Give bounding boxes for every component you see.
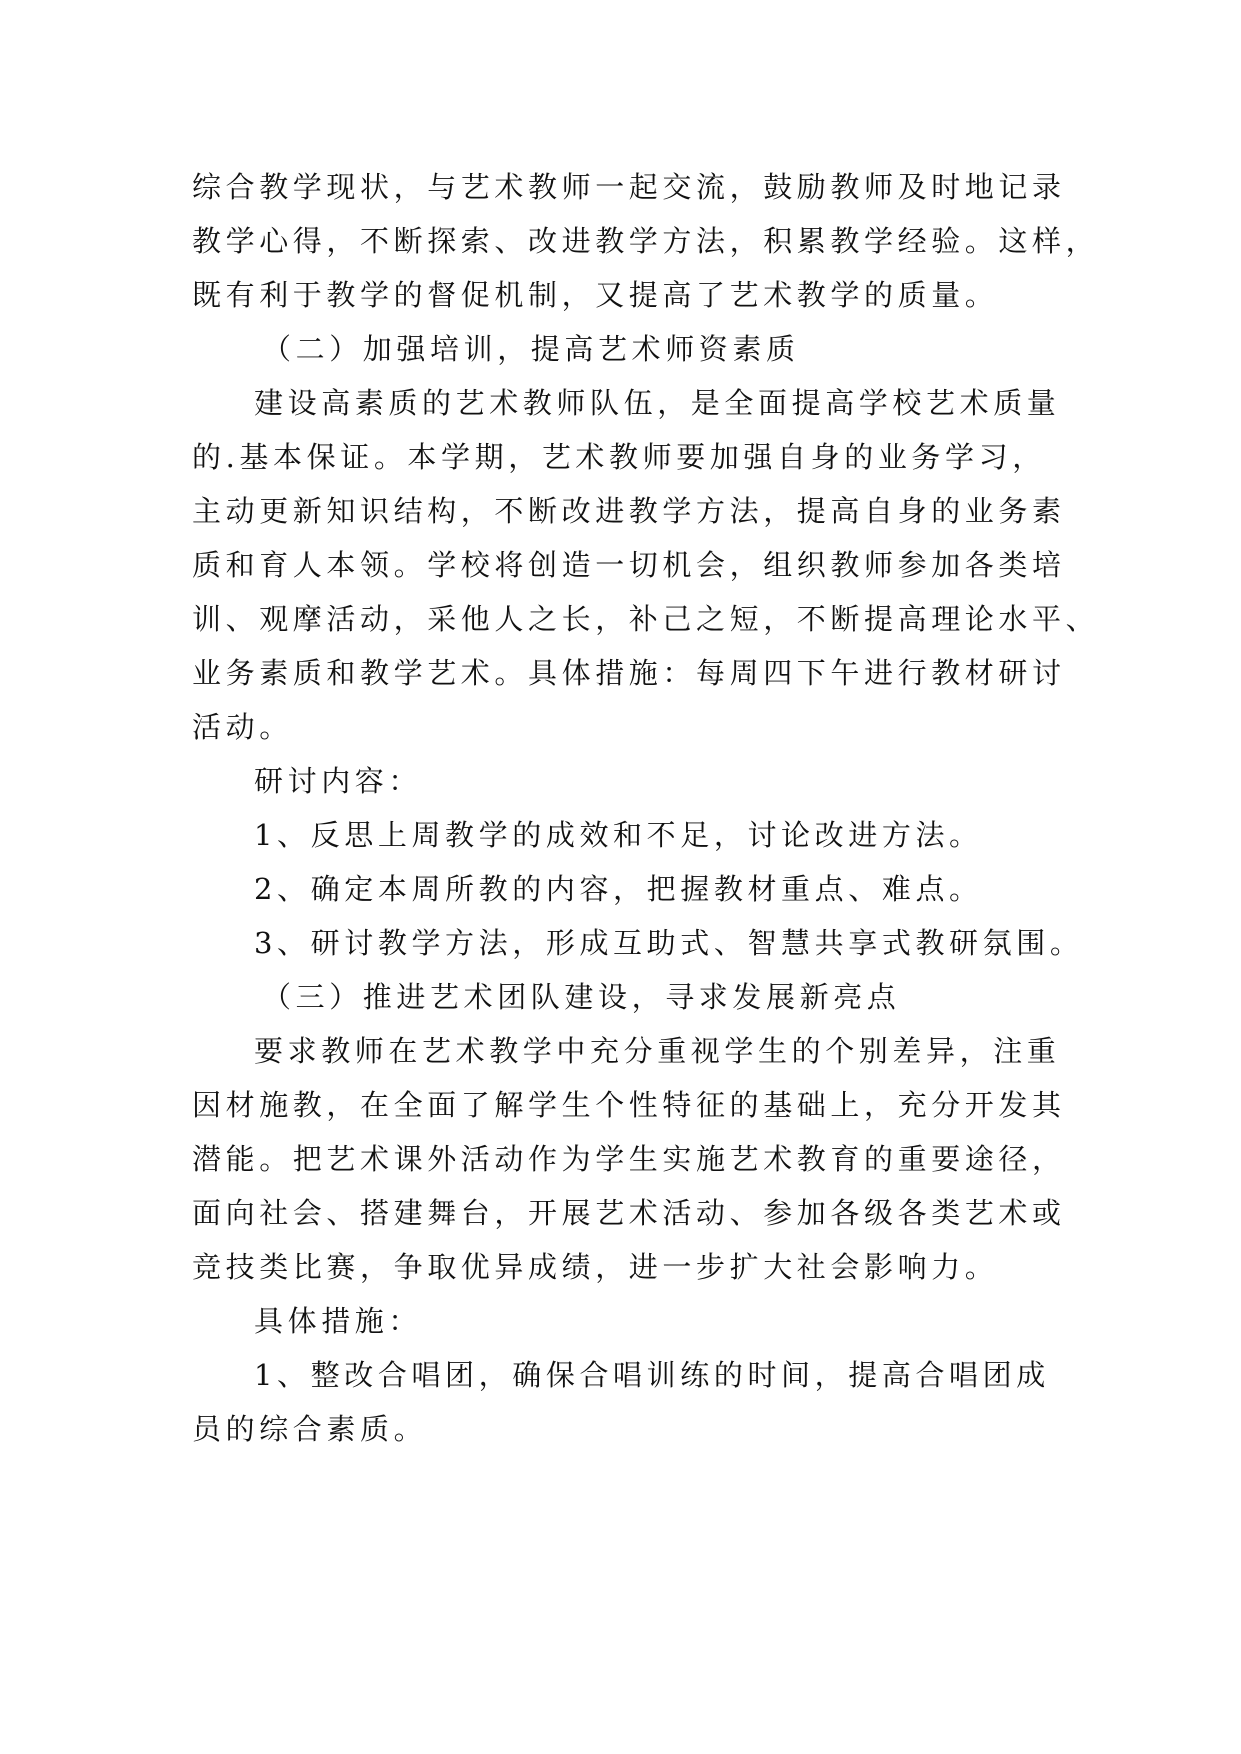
text-line: 既有利于教学的督促机制，又提高了艺术教学的质量。 — [192, 278, 999, 312]
section-heading: （三）推进艺术团队建设，寻求发展新亮点 — [262, 980, 901, 1014]
text-line: 潜能。把艺术课外活动作为学生实施艺术教育的重要途径， — [192, 1142, 1066, 1176]
text-line: 因材施教，在全面了解学生个性特征的基础上，充分开发其 — [192, 1088, 1066, 1122]
text-line: 综合教学现状，与艺术教师一起交流，鼓励教师及时地记录 — [192, 170, 1066, 204]
text-line: 要求教师在艺术教学中充分重视学生的个别差异，注重 — [254, 1034, 1061, 1068]
list-item: 2、确定本周所教的内容，把握教材重点、难点。 — [254, 872, 983, 906]
text-line: 竞技类比赛，争取优异成绩，进一步扩大社会影响力。 — [192, 1250, 999, 1284]
text-line: 的.基本保证。本学期，艺术教师要加强自身的业务学习， — [192, 440, 1046, 474]
text-line: 业务素质和教学艺术。具体措施：每周四下午进行教材研讨 — [192, 656, 1066, 690]
text-line: 员的综合素质。 — [192, 1412, 428, 1446]
text-line: 面向社会、搭建舞台，开展艺术活动、参加各级各类艺术或 — [192, 1196, 1066, 1230]
text-line: 训、观摩活动，采他人之长，补己之短，不断提高理论水平、 — [192, 602, 1100, 636]
text-line: 质和育人本领。学校将创造一切机会，组织教师参加各类培 — [192, 548, 1066, 582]
list-item: 1、整改合唱团，确保合唱训练的时间，提高合唱团成 — [254, 1358, 1050, 1392]
text-line: 活动。 — [192, 710, 293, 744]
section-heading: （二）加强培训，提高艺术师资素质 — [262, 332, 800, 366]
list-item: 3、研讨教学方法，形成互助式、智慧共享式教研氛围。 — [254, 926, 1084, 960]
list-item: 1、反思上周教学的成效和不足，讨论改进方法。 — [254, 818, 983, 852]
text-line: 具体措施： — [254, 1304, 423, 1338]
text-line: 教学心得，不断探索、改进教学方法，积累教学经验。这样， — [192, 224, 1100, 258]
text-line: 研讨内容： — [254, 764, 423, 798]
text-line: 主动更新知识结构，不断改进教学方法，提高自身的业务素 — [192, 494, 1066, 528]
text-line: 建设高素质的艺术教师队伍，是全面提高学校艺术质量 — [254, 386, 1061, 420]
document-body — [192, 160, 1100, 1456]
